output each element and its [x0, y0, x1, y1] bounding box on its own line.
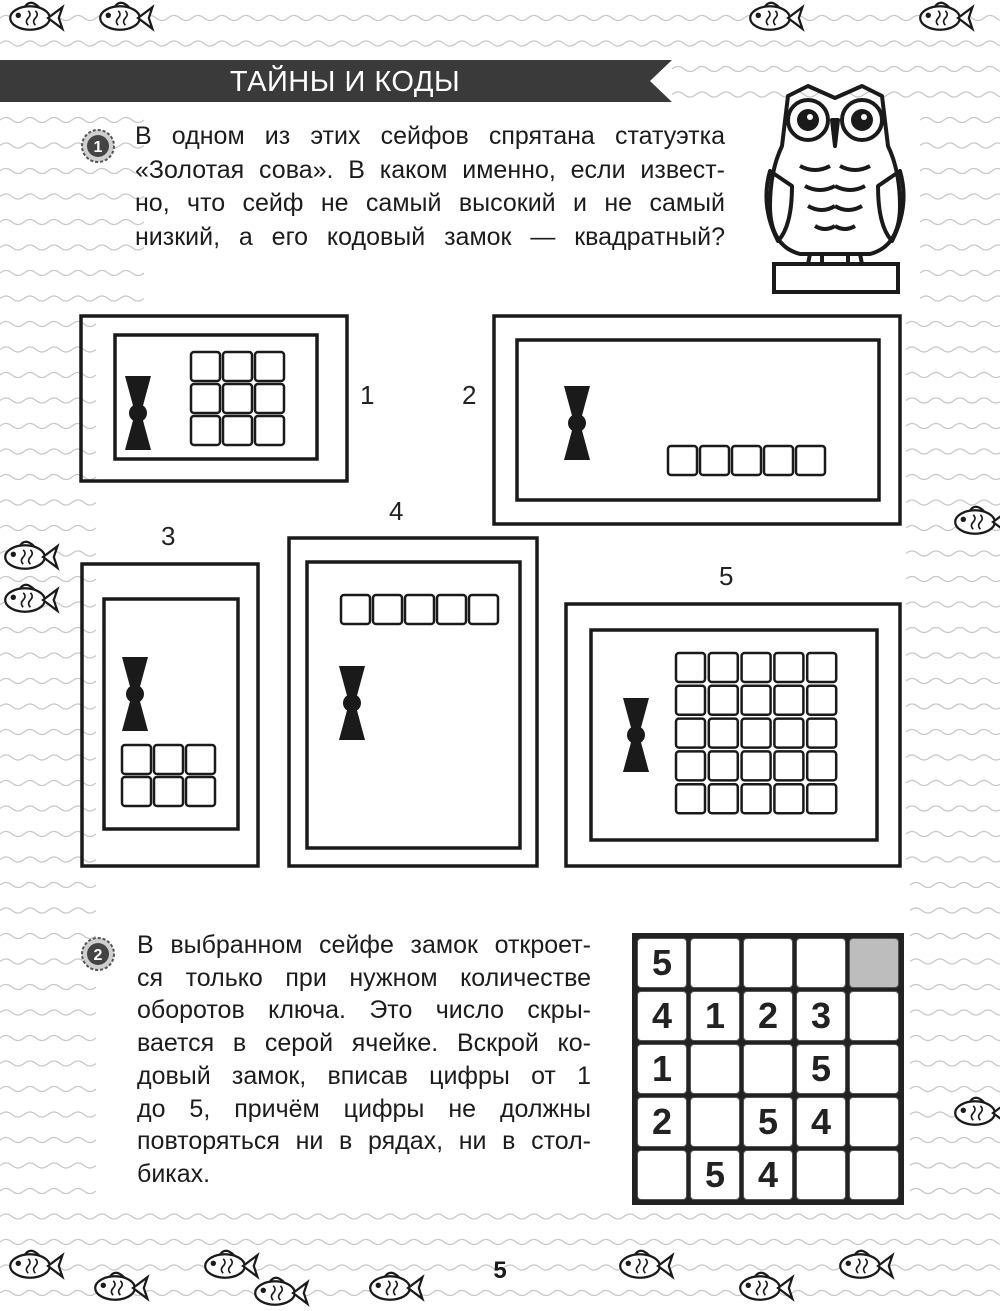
keypad-key: [191, 352, 220, 381]
task2-text: [137, 929, 591, 1191]
keypad-key: [122, 777, 151, 806]
keypad-key: [223, 384, 252, 413]
keypad-key: [676, 686, 705, 715]
keypad-key: [255, 416, 284, 445]
grid-cell[interactable]: [796, 1150, 846, 1200]
grid-cell[interactable]: [637, 1150, 687, 1200]
keypad-key: [807, 751, 836, 780]
keypad-key: [676, 784, 705, 813]
code-lock-grid: [632, 933, 904, 1205]
safe-label-2: 2: [462, 380, 477, 410]
fish-icon: [750, 3, 802, 30]
text-line: вается в серой ячейке. Вскрой ко-: [137, 1029, 591, 1058]
safe-4: [289, 538, 537, 866]
keypad-key: [341, 595, 370, 624]
safes-illustration: [0, 300, 1000, 880]
text-line: повторяться ни в рядах, ни в стол-: [137, 1127, 591, 1156]
keypad-key: [469, 595, 498, 624]
keypad-key: [807, 784, 836, 813]
grid-cell[interactable]: 5: [796, 1044, 846, 1094]
grid-cell[interactable]: 5: [637, 938, 687, 988]
keypad-key: [709, 784, 738, 813]
section-banner: [0, 60, 672, 102]
safe-handle-icon: [122, 657, 148, 731]
fish-icon: [955, 1098, 1000, 1125]
keypad-key: [764, 446, 793, 475]
keypad-key: [796, 446, 825, 475]
grid-cell[interactable]: [690, 938, 740, 988]
keypad-key: [774, 686, 803, 715]
grid-cell[interactable]: 1: [690, 991, 740, 1041]
keypad-key: [191, 416, 220, 445]
keypad-key: [122, 745, 151, 774]
safe-label-4: 4: [389, 496, 404, 526]
keypad-key: [186, 777, 215, 806]
text-line: «Золотая сова». В каком именно, если извест-: [135, 155, 725, 184]
owl-statue-icon: [760, 76, 910, 296]
keypad-key: [191, 384, 220, 413]
keypad-key: [807, 686, 836, 715]
keypad-key: [373, 595, 402, 624]
keypad-key: [742, 719, 771, 748]
keypad-key: [709, 686, 738, 715]
keypad-key: [774, 653, 803, 682]
keypad-key: [154, 777, 183, 806]
keypad-key: [807, 653, 836, 682]
safe-handle-icon: [125, 376, 151, 450]
task-number-badge: [80, 128, 116, 164]
safe-3: [82, 564, 258, 866]
keypad-key: [154, 745, 183, 774]
text-line: ся только при нужном количестве: [137, 963, 591, 992]
text-line: довый замок, вписав цифры от 1: [137, 1061, 591, 1090]
safe-handle-icon: [623, 698, 649, 772]
safe-label-3: 3: [161, 521, 176, 551]
grid-cell[interactable]: [796, 938, 846, 988]
text-line: до 5, причём цифры не должны: [137, 1094, 591, 1123]
keypad-key: [742, 686, 771, 715]
keypad-key: [709, 751, 738, 780]
page-number: 5: [493, 1257, 507, 1284]
keypad-key: [676, 719, 705, 748]
task-number-badge: [80, 936, 116, 972]
keypad-key: [255, 384, 284, 413]
grid-cell[interactable]: [849, 1097, 899, 1147]
text-line: но, что сейф не самый высокий и не самый: [135, 189, 725, 217]
grid-cell[interactable]: 2: [637, 1097, 687, 1147]
page-title: ТАЙНЫ И КОДЫ: [229, 66, 461, 98]
text-line: биках.: [137, 1159, 211, 1188]
keypad-key: [774, 784, 803, 813]
fish-icon: [920, 3, 972, 30]
keypad-key: [709, 719, 738, 748]
grid-cell[interactable]: [849, 991, 899, 1041]
grid-cell[interactable]: [849, 1044, 899, 1094]
text-line: оборотов ключа. Это число скры-: [137, 996, 591, 1025]
keypad-key: [668, 446, 697, 475]
keypad-key: [700, 446, 729, 475]
task1-text: [135, 120, 725, 254]
keypad-key: [709, 653, 738, 682]
safe-2: [494, 316, 900, 524]
keypad-key: [742, 784, 771, 813]
grid-cell[interactable]: 4: [796, 1097, 846, 1147]
safe-label-1: 1: [360, 380, 375, 410]
grid-cell[interactable]: [690, 1044, 740, 1094]
keypad-key: [732, 446, 761, 475]
grid-cell[interactable]: [690, 1097, 740, 1147]
grid-cell[interactable]: [849, 1150, 899, 1200]
grid-cell[interactable]: [743, 938, 793, 988]
grid-cell[interactable]: 4: [637, 991, 687, 1041]
grid-cell[interactable]: 5: [743, 1097, 793, 1147]
keypad-key: [742, 653, 771, 682]
fish-icon: [10, 3, 62, 30]
keypad-key: [223, 352, 252, 381]
keypad-key: [676, 751, 705, 780]
grid-cell[interactable]: 3: [796, 991, 846, 1041]
fish-icon: [100, 3, 152, 30]
keypad-key: [774, 751, 803, 780]
grid-cell[interactable]: 4: [743, 1150, 793, 1200]
task2-number: 2: [93, 947, 103, 964]
keypad-key: [255, 352, 284, 381]
text-line: низкий, а его кодовый замок — квадратный?: [135, 222, 725, 251]
keypad-key: [186, 745, 215, 774]
grid-cell[interactable]: 1: [637, 1044, 687, 1094]
text-line: В одном из этих сейфов спрятана статуэтка: [135, 122, 725, 150]
text-line: В выбранном сейфе замок откроет-: [137, 931, 591, 959]
safe-handle-icon: [339, 666, 365, 740]
keypad-key: [807, 719, 836, 748]
grid-cell[interactable]: 2: [743, 991, 793, 1041]
grid-cell[interactable]: 5: [690, 1150, 740, 1200]
grid-cell[interactable]: [743, 1044, 793, 1094]
keypad-key: [223, 416, 252, 445]
keypad-key: [405, 595, 434, 624]
safe-label-5: 5: [719, 561, 734, 591]
keypad-key: [676, 653, 705, 682]
grid-cell[interactable]: [849, 938, 899, 988]
safe-handle-icon: [564, 386, 590, 460]
task1-number: 1: [93, 139, 103, 156]
keypad-key: [774, 719, 803, 748]
keypad-key: [742, 751, 771, 780]
keypad-key: [437, 595, 466, 624]
